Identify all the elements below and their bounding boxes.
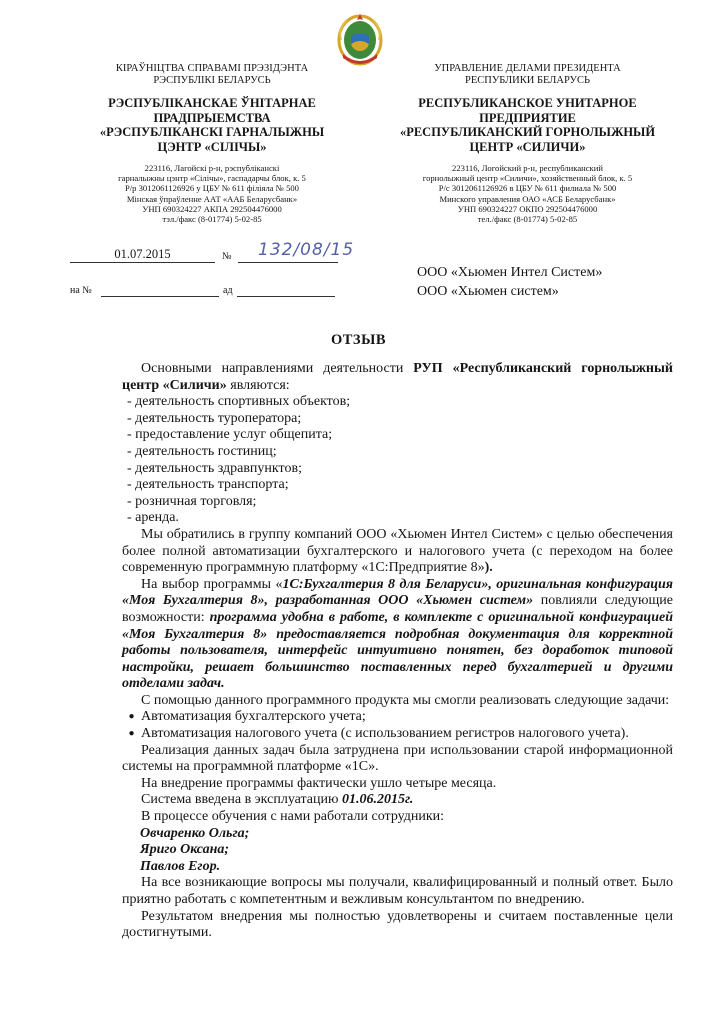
list-item: - предоставление услуг общепита; — [127, 427, 333, 443]
bullet-icon: ● — [128, 728, 135, 740]
letter-date: 01.07.2015 — [70, 247, 215, 263]
state-emblem-icon — [335, 10, 385, 68]
paragraph: Мы обратились в группу компаний ООО «Хьюмен Интел Систем» с целью обеспечения более полной автоматизации бухгалтерского и налогового учета (с переходом на более современную программную платформу «1С:Предприятие 8»). — [122, 526, 673, 576]
list-item: - розничная торговля; — [127, 493, 257, 509]
header-right — [370, 63, 685, 224]
reference-label: на № — [70, 285, 92, 296]
ministry-right: УПРАВЛЕНИЕ ДЕЛАМИ ПРЕЗИДЕНТА РЕСПУБЛИКИ БЕЛАРУСЬ — [434, 63, 621, 86]
list-item: - деятельность гостиниц; — [127, 443, 277, 459]
staff-list — [122, 826, 673, 876]
recipients — [417, 264, 602, 301]
recipient: ООО «Хьюмен систем» — [417, 283, 559, 299]
paragraph: На все возникающие вопросы мы получали, квалифицированный и полный ответ. Было приятно работать с компетентным и вежливым консультантом по внедрению. — [122, 875, 673, 907]
org-name-left: РЭСПУБЛІКАНСКАЕ ЎНІТАРНАЕ ПРАДПРЫЕМСТВА «РЭСПУБЛІКАНСКІ ГАРНАЛЫЖНЫ ЦЭНТР «СІЛІЧЫ» — [99, 96, 325, 154]
org-name-right: РЕСПУБЛИКАНСКОЕ УНИТАРНОЕ ПРЕДПРИЯТИЕ «РЕСПУБЛИКАНСКИЙ ГОРНОЛЫЖНЫЙ ЦЕНТР «СИЛИЧИ» — [399, 96, 656, 154]
handwritten-number: 132/08/15 — [258, 240, 355, 260]
document-title: ОТЗЫВ — [330, 332, 386, 348]
list-item: - деятельность здравпунктов; — [127, 460, 302, 476]
number-label: № — [222, 251, 232, 262]
header-left — [62, 63, 362, 224]
paragraph: Основными направлениями деятельности РУП «Республиканский горнолыжный центр «Силичи» являются: — [122, 361, 673, 393]
task-list — [122, 709, 673, 742]
paragraph: На выбор программы «1С:Бухгалтерия 8 для Беларуси», оригинальная конфигурация «Моя Бухгалтерия 8», разработанная ООО «Хьюмен систем» повлияли следующие возможности: программа удобна в работе, в комплекте с оригинальной конфигурацией «Моя Бухгалтерия 8» предоставляется подробная документация для корректной работы пользователя, интерфейс интуитивно понятен, без доработок типовой настройки, решает большинство поставленных перед бухгалтерией и другими отделами задач. — [122, 576, 673, 692]
ministry-left: КІРАЎНІЦТВА СПРАВАМІ ПРЭЗІДЭНТА РЭСПУБЛІКІ БЕЛАРУСЬ — [115, 63, 309, 86]
address-right: 223116, Логойский р-н, республиканский горнолыжный центр «Силичи», хозяйственный блок, к. 5 Р/с 3012061126926 в ЦБУ № 611 филиала № 500 Минского управления ОАО «АСБ Беларусбанк» УНП 690324227 ОКПО 292504476000 тел./факс (8-01774) 5-02-85 — [422, 163, 633, 225]
reference-date-label: ад — [223, 285, 233, 296]
paragraph: Реализация данных задач была затруднена при использовании старой информационной системы на программной платформе «1С». — [122, 742, 673, 775]
paragraph: Система введена в эксплуатацию 01.06.2015г. — [141, 792, 414, 808]
list-item: Овчаренко Ольга; — [140, 825, 250, 841]
list-item: - деятельность спортивных объектов; — [127, 394, 351, 410]
paragraph: Результатом внедрения мы полностью удовлетворены и считаем поставленные цели достигнутыми. — [122, 908, 673, 941]
letter-body — [122, 361, 673, 942]
list-item: ● Автоматизация бухгалтерского учета; — [122, 709, 673, 726]
address-left: 223116, Лагойскі р-н, рэспубліканскі гарналыжны цэнтр «Сілічы», гаспадарчы блок, к. 5 Р/р 3012061126926 у ЦБУ № 611 філіяла № 500 Мінская ўпраўленне ААТ «ААБ Беларусбанк» УНП 690324227 АКПА 292504476000 тэл./факс (8-01774) 5-02-85 — [118, 163, 306, 225]
activity-list — [122, 394, 673, 527]
recipient: ООО «Хьюмен Интел Систем» — [417, 265, 603, 280]
reference-line — [101, 284, 219, 297]
list-item: - аренда. — [127, 510, 179, 526]
reference-date-line — [237, 284, 335, 297]
paragraph: В процессе обучения с нами работали сотрудники: — [141, 809, 445, 825]
list-item: - деятельность транспорта; — [127, 477, 289, 493]
list-item: ● Автоматизация налогового учета (с использованием регистров налогового учета). — [122, 726, 673, 743]
list-item: Павлов Егор. — [140, 858, 221, 874]
paragraph: На внедрение программы фактически ушло четыре месяца. — [141, 775, 497, 791]
list-item: Яриго Оксана; — [140, 842, 230, 858]
paragraph: С помощью данного программного продукта мы смогли реализовать следующие задачи: — [141, 692, 670, 708]
bullet-icon: ● — [128, 711, 135, 723]
list-item: - деятельность туроператора; — [127, 410, 302, 426]
